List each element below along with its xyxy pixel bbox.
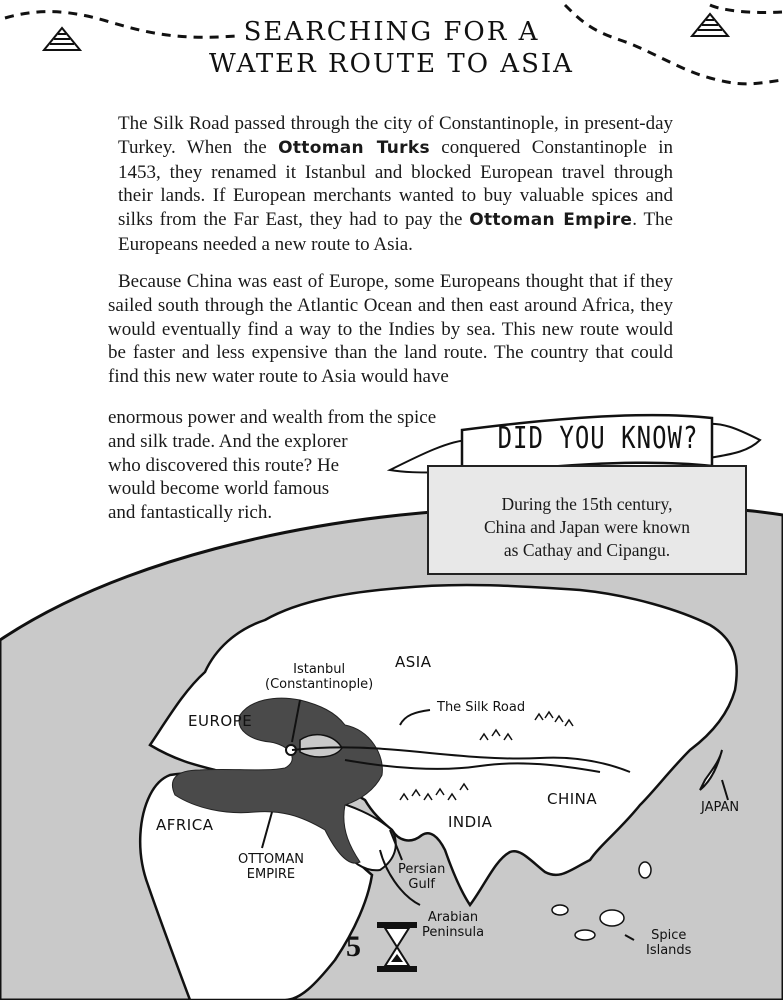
- label-china: CHINA: [547, 790, 598, 808]
- dyk-line-1: During the 15th century,: [501, 494, 673, 514]
- p3-line-3: who discovered this route? He: [108, 454, 340, 476]
- persian-line-2: Gulf: [408, 877, 435, 892]
- label-istanbul: [265, 662, 373, 692]
- title-line-1: SEARCHING FOR A: [243, 17, 540, 47]
- did-you-know-text: [427, 493, 747, 562]
- p1-text-c: conquered Constantinople in 1453, they renamed it Istanbul and blocked European travel through their lands. If European merchants wanted to buy valuable spices and silks from the Far East, they had to pay the: [118, 136, 673, 231]
- label-india: INDIA: [448, 813, 493, 831]
- istanbul-line-1: Istanbul: [293, 662, 346, 677]
- paragraph-2: Because China was east of Europe, some Europeans thought that if they sailed south through the Atlantic Ocean and then east around Africa, they would eventually find a way to the Indies by sea. This new route would be faster and less expensive than the land route. The country that could find this new water route to Asia would have: [108, 271, 673, 388]
- ottoman-line-1: OTTOMAN: [238, 852, 304, 867]
- arabian-line-2: Peninsula: [422, 925, 485, 940]
- term-ottoman-empire: Ottoman Empire: [469, 210, 633, 231]
- ottoman-line-2: EMPIRE: [246, 867, 296, 882]
- did-you-know-label: DID YOU KNOW?: [497, 420, 699, 456]
- label-arabian-peninsula: [422, 910, 484, 940]
- p1-text-e: . The Europeans needed a new route to Asia.: [118, 209, 673, 255]
- page-number: 5: [346, 930, 361, 963]
- label-africa: AFRICA: [156, 816, 214, 834]
- label-europe: EUROPE: [188, 712, 253, 730]
- istanbul-line-2: (Constantinople): [265, 677, 374, 692]
- title-line-2: WATER ROUTE TO ASIA: [209, 49, 574, 79]
- label-spice-islands: [646, 928, 691, 958]
- p3-line-5: and fantastically rich.: [108, 502, 273, 524]
- arabian-line-1: Arabian: [427, 910, 479, 925]
- term-ottoman-turks: Ottoman Turks: [278, 137, 430, 158]
- p3-line-1: enormous power and wealth from the spice: [108, 407, 437, 428]
- label-asia: ASIA: [395, 653, 432, 671]
- dyk-line-3: as Cathay and Cipangu.: [503, 540, 671, 560]
- p3-line-4: would become world famous: [108, 478, 330, 500]
- persian-line-1: Persian: [398, 862, 446, 877]
- spice-line-2: Islands: [646, 943, 692, 958]
- label-ottoman-empire: [238, 852, 304, 882]
- p3-line-2: and silk trade. And the explorer: [108, 430, 348, 452]
- label-silk-road: The Silk Road: [437, 700, 526, 715]
- label-persian-gulf: [398, 862, 445, 892]
- label-japan: JAPAN: [701, 800, 740, 815]
- p1-text-a: The Silk Road passed through the city of Constantinople, in present-day Turkey. When the: [118, 113, 673, 158]
- spice-line-1: Spice: [651, 928, 687, 943]
- dyk-line-2: China and Japan were known: [483, 517, 691, 537]
